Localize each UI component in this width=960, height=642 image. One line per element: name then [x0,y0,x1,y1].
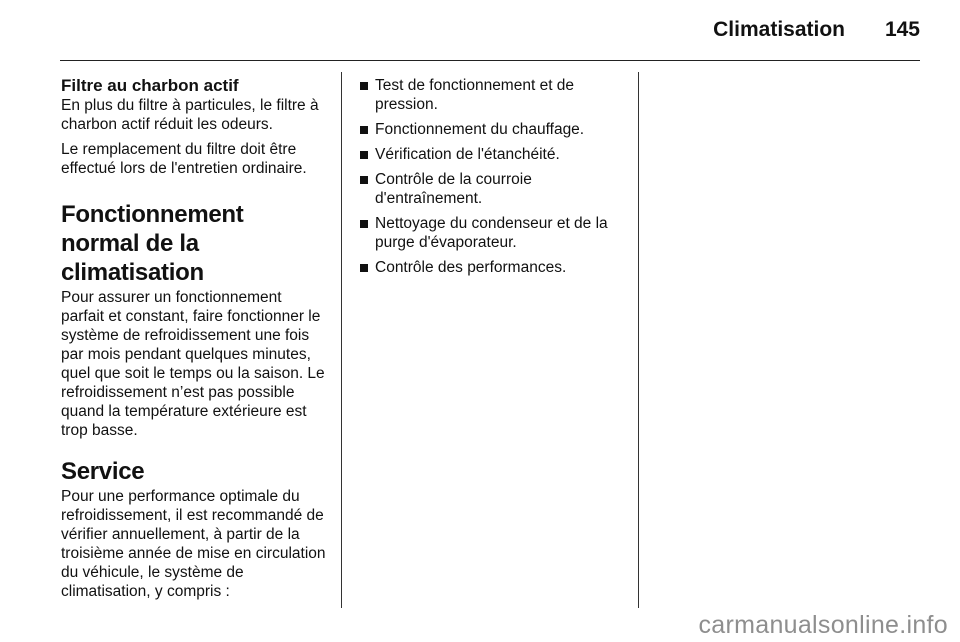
middle-column [359,76,625,283]
list-item: Test de fonctionnement et de pression. [359,76,625,114]
square-bullet-icon [360,126,368,134]
header-divider [60,60,920,61]
column-divider-right [638,72,639,608]
square-bullet-icon [360,151,368,159]
section-heading-filtre: Filtre au charbon actif [61,76,239,95]
list-item: Contrôle des performances. [359,258,625,277]
list-item: Contrôle de la courroie d'entraînement. [359,170,625,208]
paragraph-fonctionnement: Pour assurer un fonctionnement parfait et constant, faire fonctionner le système de refroidissement une fois par mois pendant quelques minutes, quel que soit le temps ou la saison. Le refroidissement n’est pas possible quand la température extérieure est trop basse. [61,289,325,439]
service-checklist [359,76,625,277]
square-bullet-icon [360,82,368,90]
paragraph-filtre-2: Le remplacement du filtre doit être effectué lors de l'entretien ordinaire. [61,141,307,177]
paragraph-filtre-1: En plus du filtre à particules, le filtre à charbon actif réduit les odeurs. [61,97,319,133]
chapter-title: Climatisation [713,18,845,41]
square-bullet-icon [360,220,368,228]
paragraph-service: Pour une performance optimale du refroidissement, il est recommandé de vérifier annuellement, à partir de la troisième année de mise en circulation du véhicule, le système de climatisation, y compris : [61,488,326,600]
list-item: Nettoyage du condenseur et de la purge d'évaporateur. [359,214,625,252]
left-column [61,76,327,601]
square-bullet-icon [360,176,368,184]
list-item: Vérification de l'étanchéité. [359,145,625,164]
page-header [60,0,920,62]
watermark-text: carmanualsonline.info [698,611,948,639]
section-heading-service: Service [61,458,145,485]
column-divider-left [341,72,342,608]
square-bullet-icon [360,264,368,272]
list-item: Fonctionnement du chauffage. [359,120,625,139]
section-heading-fonctionnement: Fonctionnement normal de la climatisation [61,201,244,286]
page-number: 145 [884,18,920,41]
